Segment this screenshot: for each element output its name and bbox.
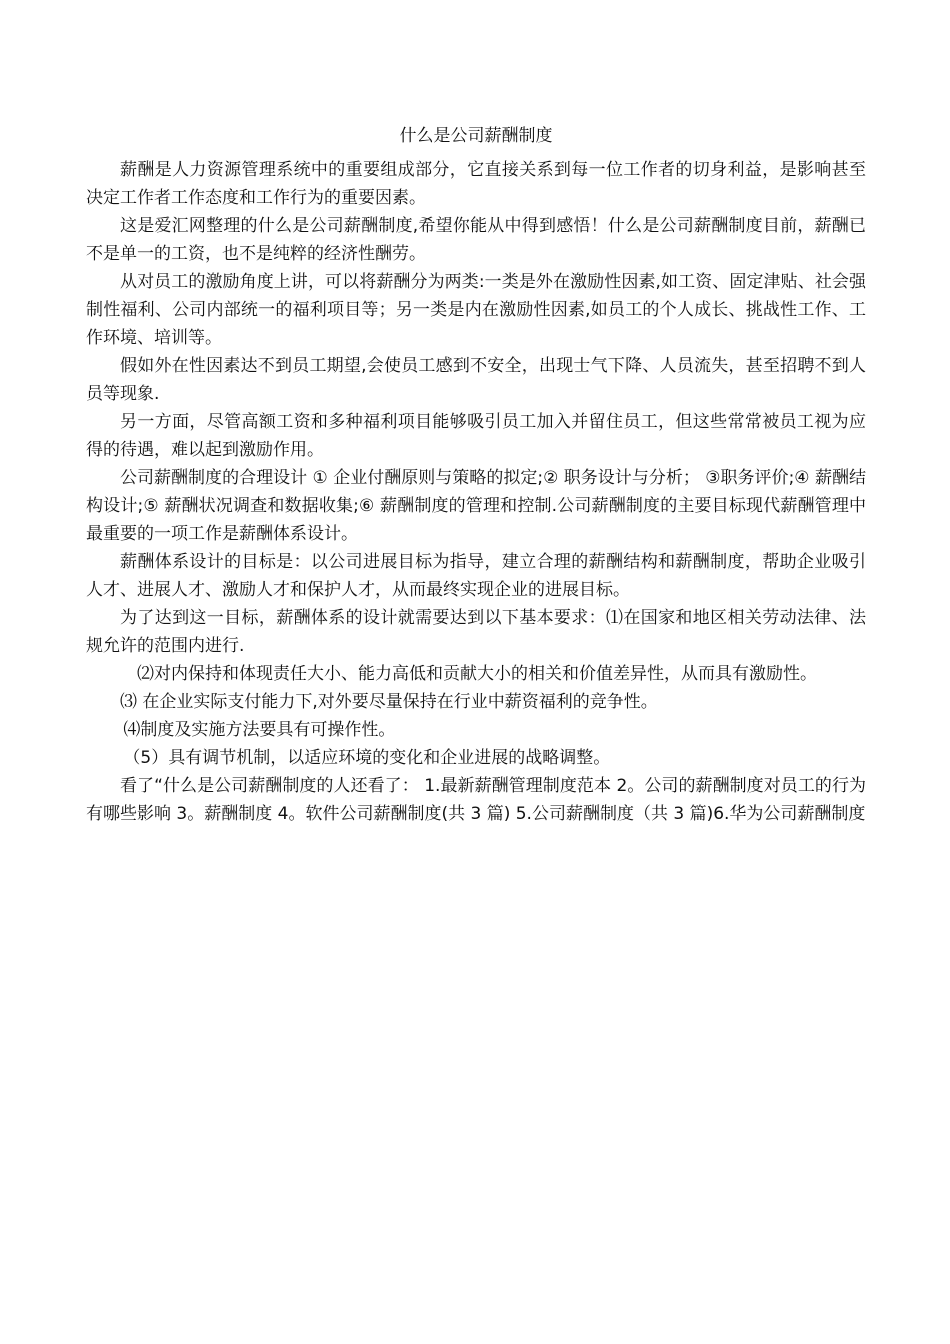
- paragraph-requirements: 为了达到这一目标，薪酬体系的设计就需要达到以下基本要求：⑴在国家和地区相关劳动法律、法规允许的范围内进行.: [86, 608, 866, 656]
- paragraph-design-goal: 薪酬体系设计的目标是：以公司进展目标为指导，建立合理的薪酬结构和薪酬制度，帮助企业吸引人才、进展人才、激励人才和保护人才，从而最终实现企业的进展目标。: [86, 552, 866, 600]
- paragraph-incentive-types: 从对员工的激励角度上讲，可以将薪酬分为两类:一类是外在激励性因素,如工资、固定津贴、社会强制性福利、公司内部统一的福利项目等；另一类是内在激励性因素,如员工的个人成长、挑战性工作、工作环境、培训等。: [86, 272, 866, 348]
- paragraph-high-wages: 另一方面，尽管高额工资和多种福利项目能够吸引员工加入并留住员工，但这些常常被员工视为应得的待遇，难以起到激励作用。: [86, 412, 866, 460]
- paragraph-requirement-2: ⑵对内保持和体现责任大小、能力高低和贡献大小的相关和价值差异性，从而具有激励性。: [137, 664, 817, 684]
- paragraph-requirement-5: （5）具有调节机制，以适应环境的变化和企业进展的战略调整。: [123, 748, 611, 768]
- paragraph-requirement-3: ⑶ 在企业实际支付能力下,对外要尽量保持在行业中薪资福利的竞争性。: [120, 692, 658, 712]
- document-page: [86, 122, 866, 828]
- paragraph-requirement-4: ⑷制度及实施方法要具有可操作性。: [123, 720, 396, 740]
- document-title: 什么是公司薪酬制度: [399, 126, 553, 146]
- paragraph-related-links: 看了“什么是公司薪酬制度的人还看了： 1.最新薪酬管理制度范本 2。公司的薪酬制度对员工的行为有哪些影响 3。薪酬制度 4。软件公司薪酬制度(共 3 篇) 5.公司薪酬制度（共 3 篇)6.华为公司薪酬制度: [86, 776, 866, 824]
- paragraph-source: 这是爱汇网整理的什么是公司薪酬制度,希望你能从中得到感悟！什么是公司薪酬制度目前，薪酬已不是单一的工资，也不是纯粹的经济性酬劳。: [86, 216, 866, 264]
- paragraph-intro: 薪酬是人力资源管理系统中的重要组成部分，它直接关系到每一位工作者的切身利益，是影响甚至决定工作者工作态度和工作行为的重要因素。: [86, 160, 866, 208]
- paragraph-external-factors: 假如外在性因素达不到员工期望,会使员工感到不安全，出现士气下降、人员流失，甚至招聘不到人员等现象.: [86, 356, 866, 404]
- paragraph-design-steps: 公司薪酬制度的合理设计 ① 企业付酬原则与策略的拟定;② 职务设计与分析； ③职务评价;④ 薪酬结构设计;⑤ 薪酬状况调查和数据收集;⑥ 薪酬制度的管理和控制.公司薪酬制度的主要目标现代薪酬管理中最重要的一项工作是薪酬体系设计。: [86, 468, 866, 544]
